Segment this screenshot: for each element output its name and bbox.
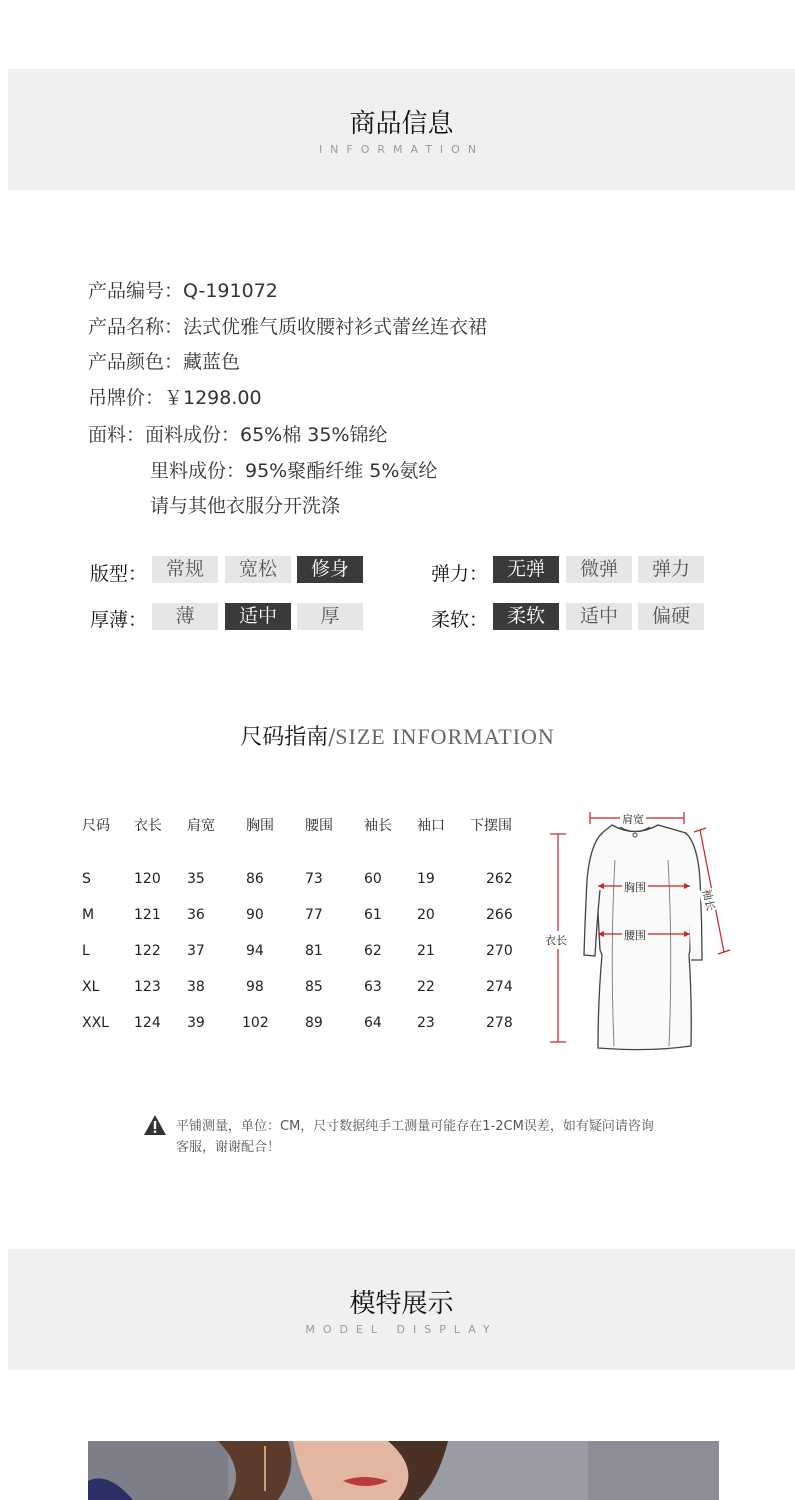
size-table-size-cell: L [82, 943, 90, 959]
size-table-header: 衣长 [134, 818, 162, 834]
product-lining: 里料成份：95%聚酯纤维 5%氨纶 [150, 460, 438, 482]
size-table-cell: 37 [187, 943, 205, 959]
size-table-cell: 266 [486, 907, 513, 923]
size-table-size-cell: XXL [82, 1015, 109, 1031]
elasticity-option-slight: 微弹 [566, 556, 632, 583]
size-table-cell: 89 [305, 1015, 323, 1031]
size-table-cell: 63 [364, 979, 382, 995]
size-table-cell: 21 [417, 943, 435, 959]
size-table-header: 下摆围 [470, 818, 512, 834]
size-table-cell: 274 [486, 979, 513, 995]
product-name: 产品名称：法式优雅气质收腰衬衫式蕾丝连衣裙 [88, 316, 488, 338]
fit-option-slim: 修身 [297, 556, 363, 583]
elasticity-option-none: 无弹 [493, 556, 559, 583]
size-table-header: 尺码 [82, 818, 110, 834]
fit-label: 版型： [90, 563, 148, 585]
info-banner [8, 69, 795, 190]
size-table-header: 袖口 [417, 818, 445, 834]
fit-option-regular: 常规 [152, 556, 218, 583]
measurement-diagram [540, 800, 740, 1062]
thickness-option-thick: 厚 [297, 603, 363, 630]
size-table-cell: 35 [187, 871, 205, 887]
size-table-header: 胸围 [246, 818, 274, 834]
size-guide-title-en: SIZE INFORMATION [335, 724, 555, 749]
size-table-cell: 278 [486, 1015, 513, 1031]
size-table-cell: 73 [305, 871, 323, 887]
size-guide-title [0, 720, 795, 751]
size-table-cell: 94 [246, 943, 264, 959]
size-table-cell: 64 [364, 1015, 382, 1031]
model-banner-title: 模特展示 [349, 1289, 454, 1319]
model-banner-subtitle: MODEL DISPLAY [305, 1323, 498, 1336]
info-banner-subtitle: INFORMATION [318, 143, 485, 156]
size-table-cell: 20 [417, 907, 435, 923]
model-photo-graphic [88, 1441, 719, 1500]
product-price: 吊牌价：￥1298.00 [88, 387, 262, 409]
measurement-note-line1: 平铺测量，单位：CM，尺寸数据纯手工测量可能存在1-2CM误差，如有疑问请咨询 [176, 1119, 654, 1134]
fit-option-loose: 宽松 [225, 556, 291, 583]
thickness-option-thin: 薄 [152, 603, 218, 630]
warning-icon [143, 1114, 167, 1136]
size-table-cell: 61 [364, 907, 382, 923]
size-table-cell: 19 [417, 871, 435, 887]
product-color: 产品颜色：藏蓝色 [88, 351, 241, 373]
size-table-cell: 38 [187, 979, 205, 995]
diagram-label-sleeve: 袖长 [699, 887, 718, 913]
size-table-cell: 77 [305, 907, 323, 923]
measurement-note [176, 1116, 696, 1158]
size-table-size-cell: XL [82, 979, 100, 995]
size-table-cell: 262 [486, 871, 513, 887]
info-banner-title: 商品信息 [349, 109, 454, 139]
size-table-cell: 60 [364, 871, 382, 887]
size-table-cell: 120 [134, 871, 161, 887]
size-table-cell: 22 [417, 979, 435, 995]
size-table-header: 袖长 [364, 818, 392, 834]
thickness-label: 厚薄： [90, 609, 148, 631]
model-photo [88, 1441, 719, 1500]
diagram-label-chest: 胸围 [624, 881, 646, 894]
size-table-cell: 98 [246, 979, 264, 995]
size-table-cell: 81 [305, 943, 323, 959]
size-table-cell: 86 [246, 871, 264, 887]
size-guide-title-cn: 尺码指南 [240, 725, 329, 750]
size-table-size-cell: S [82, 871, 91, 887]
diagram-label-waist: 腰围 [624, 929, 646, 942]
product-fabric: 面料：面料成份：65%棉 35%锦纶 [88, 424, 388, 446]
softness-option-soft: 柔软 [493, 603, 559, 630]
diagram-label-length: 衣长 [545, 931, 567, 949]
elasticity-option-elastic: 弹力 [638, 556, 704, 583]
softness-label: 柔软： [431, 609, 489, 631]
size-table-header: 肩宽 [187, 818, 215, 834]
size-guide-title-separator: / [328, 725, 336, 749]
size-table-cell: 122 [134, 943, 161, 959]
size-table-cell: 85 [305, 979, 323, 995]
diagram-label-shoulder: 肩宽 [622, 813, 644, 826]
elasticity-label: 弹力： [431, 563, 489, 585]
size-table-cell: 270 [486, 943, 513, 959]
product-care: 请与其他衣服分开洗涤 [150, 495, 341, 517]
size-table-cell: 90 [246, 907, 264, 923]
size-table-cell: 23 [417, 1015, 435, 1031]
size-table-header: 腰围 [305, 818, 333, 834]
size-table-cell: 62 [364, 943, 382, 959]
size-table-cell: 124 [134, 1015, 161, 1031]
measurement-note-line2: 客服，谢谢配合！ [176, 1140, 281, 1155]
thickness-option-medium: 适中 [225, 603, 291, 630]
size-table-cell: 36 [187, 907, 205, 923]
softness-option-medium: 适中 [566, 603, 632, 630]
model-banner [8, 1249, 795, 1370]
product-code: 产品编号：Q-191072 [88, 280, 278, 302]
size-table-cell: 102 [242, 1015, 269, 1031]
size-table-cell: 123 [134, 979, 161, 995]
size-table-cell: 121 [134, 907, 161, 923]
size-table-cell: 39 [187, 1015, 205, 1031]
softness-option-stiff: 偏硬 [638, 603, 704, 630]
size-table-size-cell: M [82, 907, 95, 923]
